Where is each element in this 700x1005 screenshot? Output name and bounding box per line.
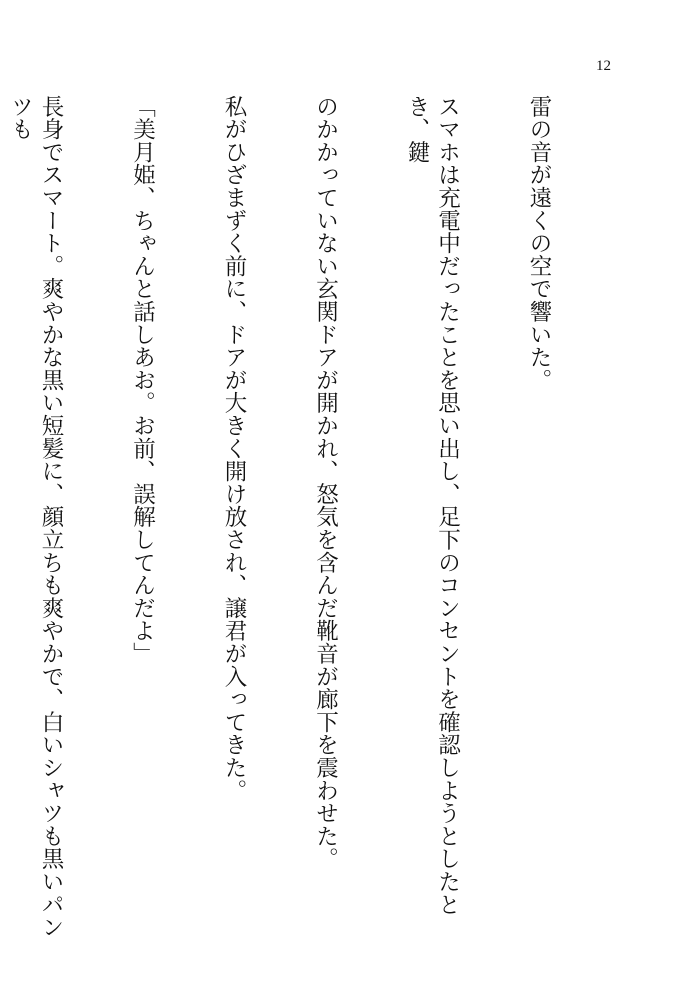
text-line: 私がひざまずく前に、ドアが大きく開け放され、譲君が入ってきた。 [221,95,247,802]
text-line: 雷の音が遠くの空で響いた。 [526,95,552,392]
text-line: 「美月姫、ちゃんと話しあお。お前、誤解してんだよ」 [129,95,156,665]
text-line: のかかっていない玄関ドアが開かれ、怒気を含んだ靴音が廊下を震わせた。 [312,95,339,871]
page-number: 12 [596,58,611,74]
text-line: 長身でスマート。爽やかな黒い短髪に、顔立ちも爽やかで、白いシャツも黒いパンツも [7,95,64,939]
text-line: スマホは充電中だったことを思い出し、足下のコンセントを確認しようとしたとき、鍵 [404,95,461,916]
novel-body-text [0,95,615,955]
